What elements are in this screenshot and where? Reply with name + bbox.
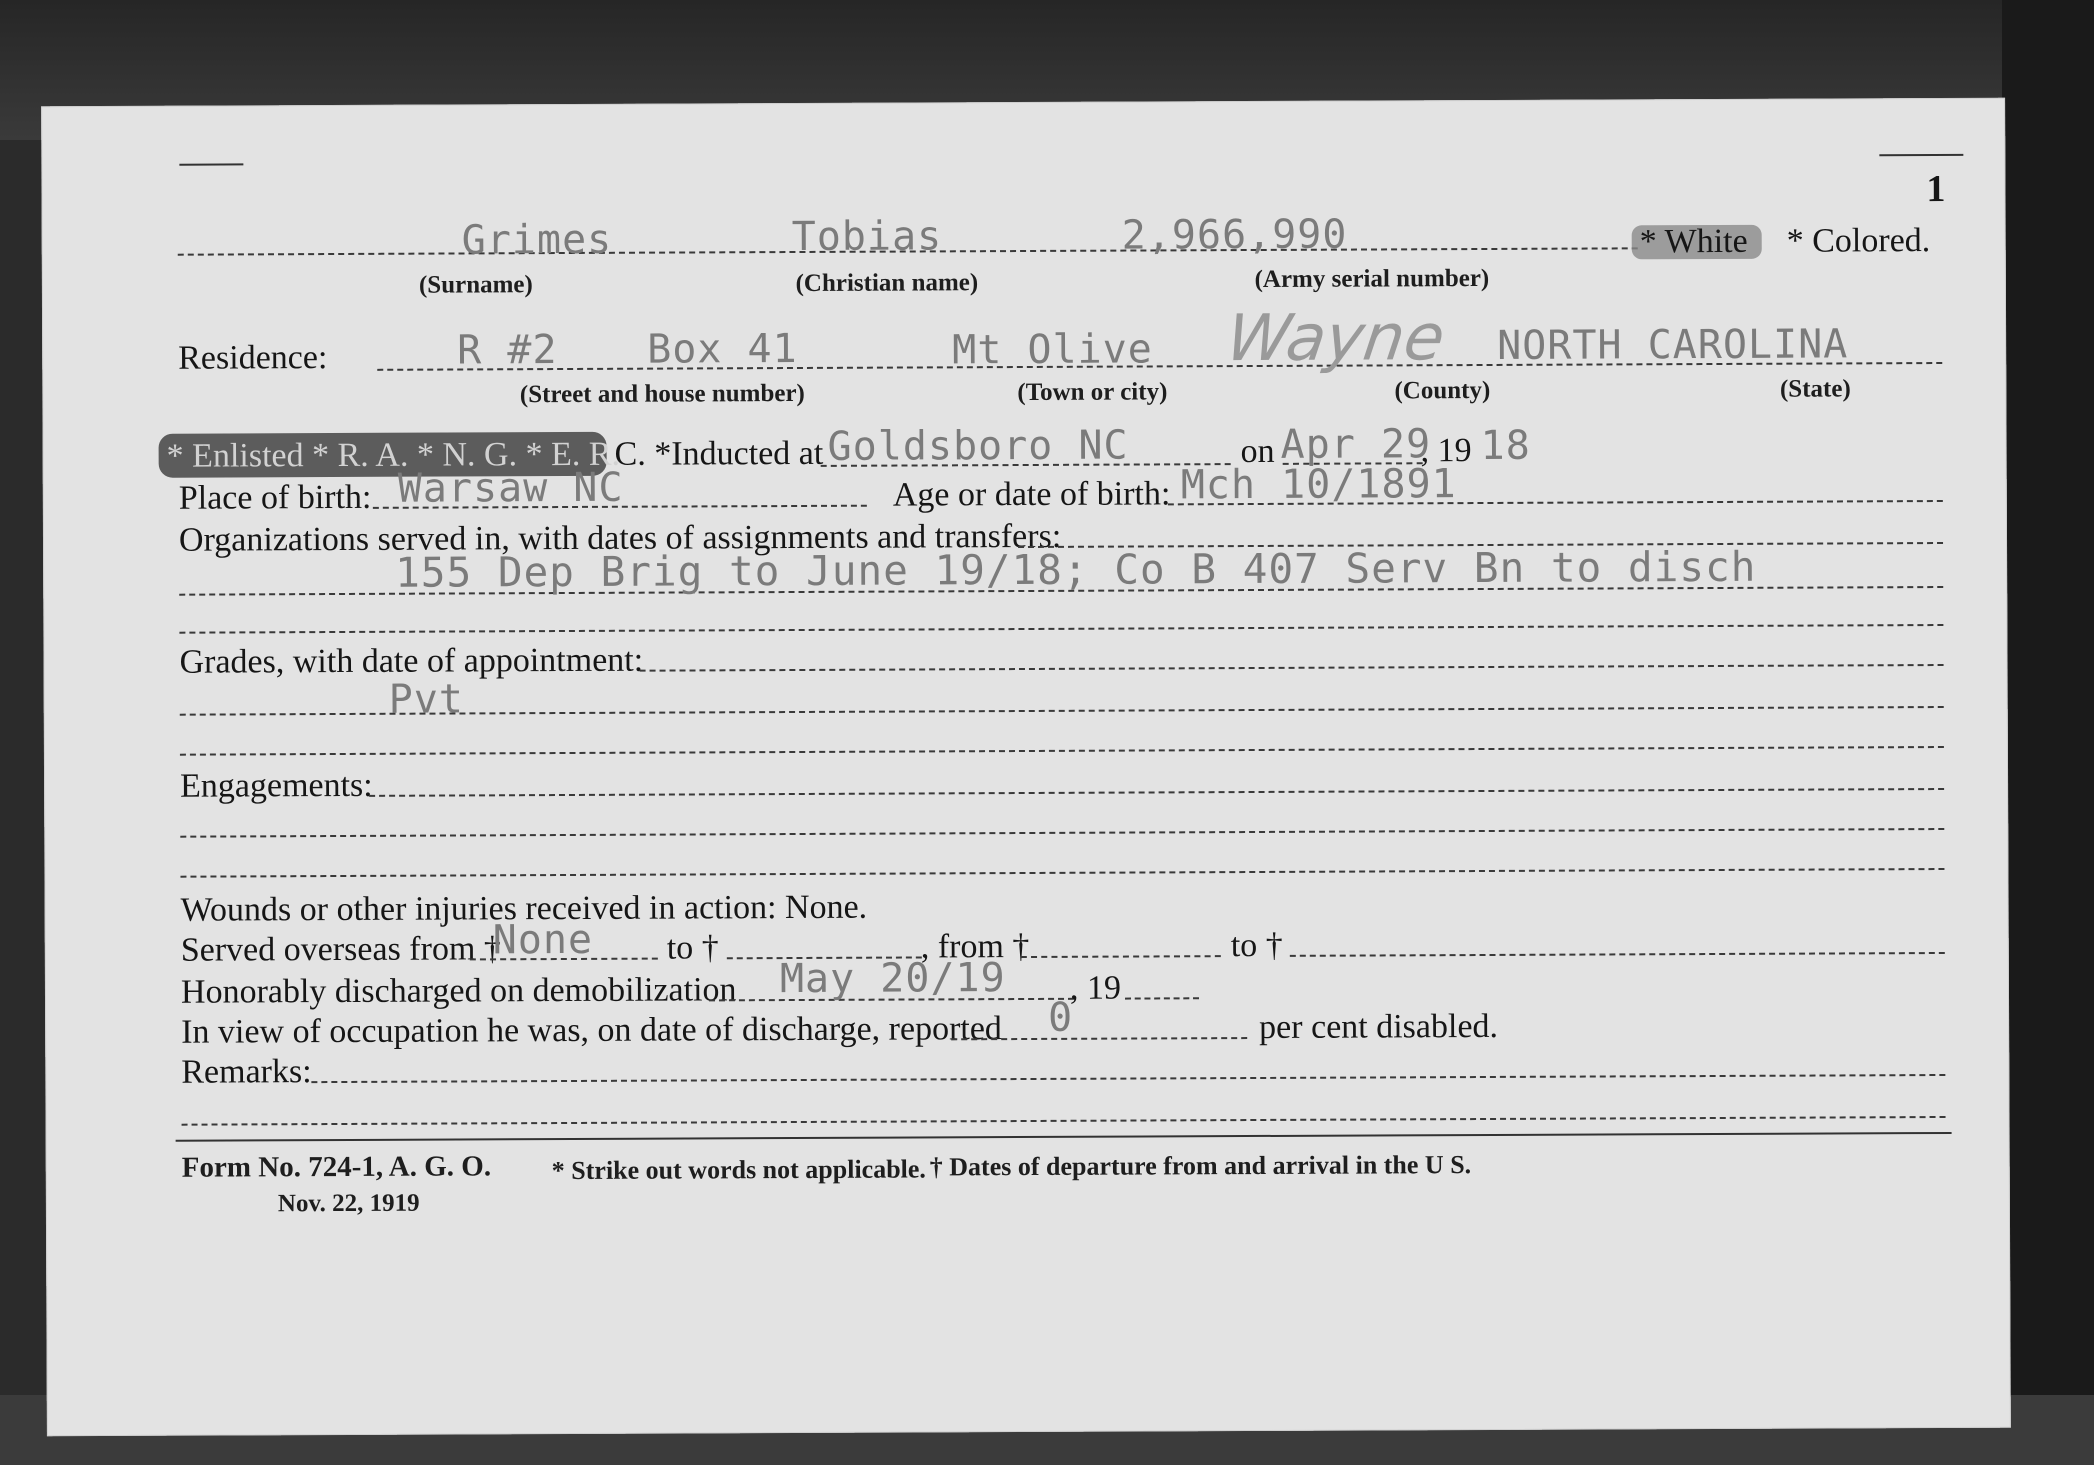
- inducted-date-value: Apr 29: [1280, 421, 1432, 468]
- organizations-entry: 155 Dep Brig to June 19/18; Co B 407 Serv Bn to disch: [395, 542, 1757, 597]
- inducted-year-prefix: , 19: [1420, 432, 1472, 470]
- on-label: on: [1240, 432, 1275, 471]
- form-number: Form No. 724-1, A. G. O.: [181, 1150, 492, 1184]
- place-of-birth-label: Place of birth:: [178, 478, 372, 517]
- grades-label: Grades, with date of appointment:: [179, 641, 644, 681]
- birth-date-value: Mch 10/1891: [1180, 461, 1457, 509]
- serial-number-value: 2,966,990: [1121, 211, 1348, 259]
- overseas-from-label: Served overseas from †: [180, 930, 501, 969]
- card-number: 1: [1926, 167, 1946, 211]
- county-value: Wayne: [1222, 301, 1449, 377]
- overseas-to2-line: [1290, 952, 1945, 957]
- serial-number-caption: (Army serial number): [1254, 264, 1490, 293]
- overseas-to-label: to †: [666, 929, 719, 967]
- place-of-birth-value: Warsaw NC: [397, 464, 624, 512]
- street-value: R #2: [457, 327, 558, 374]
- overseas-to2-label: to †: [1230, 926, 1283, 965]
- organizations-label: Organizations served in, with dates of assignments and transfers:: [178, 517, 1062, 559]
- christian-name-caption: (Christian name): [795, 269, 979, 298]
- grades-entry: Pvt: [388, 676, 465, 723]
- white-label: * White: [1639, 222, 1748, 261]
- form-date: Nov. 22, 1919: [277, 1189, 420, 1218]
- inducted-year-suffix: 18: [1480, 422, 1531, 470]
- state-caption: (State): [1779, 375, 1851, 403]
- top-right-rule: [1879, 154, 1963, 156]
- engagements-line-3: [180, 868, 1944, 878]
- street-caption: (Street and house number): [519, 379, 805, 409]
- strike-note: * Strike out words not applicable.: [551, 1154, 926, 1186]
- disability-value: 0: [1047, 994, 1074, 1041]
- disability-suffix: per cent disabled.: [1259, 1007, 1499, 1046]
- overseas-from2-line: [1021, 955, 1221, 958]
- disability-label: In view of occupation he was, on date of discharge, reported: [181, 1010, 1002, 1051]
- surname-value: Grimes: [461, 216, 613, 264]
- grades-line-1: [640, 664, 1944, 672]
- remarks-line-2: [182, 1116, 1946, 1126]
- dates-note: † Dates of departure from and arrival in the U S.: [929, 1150, 1472, 1182]
- discharge-year-line: [1125, 997, 1199, 999]
- enlisted-struck-label: * Enlisted * R. A. * N. G. * E. R.: [166, 435, 621, 475]
- scan-background-right: [2002, 0, 2094, 1465]
- inducted-place-value: Goldsboro NC: [827, 422, 1129, 470]
- colored-label: * Colored.: [1786, 222, 1931, 260]
- county-caption: (County): [1394, 376, 1491, 405]
- wounds-label: Wounds or other injuries received in action: None.: [180, 888, 868, 929]
- state-value: NORTH CAROLINA: [1497, 321, 1849, 369]
- age-label: Age or date of birth:: [892, 475, 1171, 514]
- overseas-from2-label: , from †: [920, 927, 1030, 966]
- inducted-label: C. *Inducted at: [614, 434, 824, 473]
- service-record-card: [41, 98, 2011, 1437]
- remarks-label: Remarks:: [181, 1053, 312, 1091]
- overseas-from-value: None: [492, 916, 594, 964]
- organizations-line-3: [179, 624, 1943, 634]
- engagements-label: Engagements:: [179, 766, 373, 805]
- town-caption: (Town or city): [1017, 378, 1168, 407]
- town-value: Mt Olive: [952, 326, 1153, 374]
- remarks-line-1: [311, 1074, 1945, 1083]
- engagements-line-2: [180, 828, 1944, 838]
- disability-line: [951, 1037, 1247, 1040]
- discharge-date-value: May 20/19: [779, 955, 1006, 1003]
- residence-label: Residence:: [178, 339, 328, 377]
- engagements-line-1: [369, 788, 1944, 797]
- discharge-year-label: , 19: [1069, 969, 1122, 1007]
- christian-name-value: Tobias: [791, 213, 943, 261]
- discharge-label: Honorably discharged on demobilization: [180, 971, 737, 1011]
- box-value: Box 41: [647, 325, 798, 373]
- footer-rule: [176, 1132, 1952, 1142]
- top-left-rule: [179, 163, 243, 165]
- grades-line-3: [180, 746, 1944, 756]
- surname-caption: (Surname): [418, 271, 533, 299]
